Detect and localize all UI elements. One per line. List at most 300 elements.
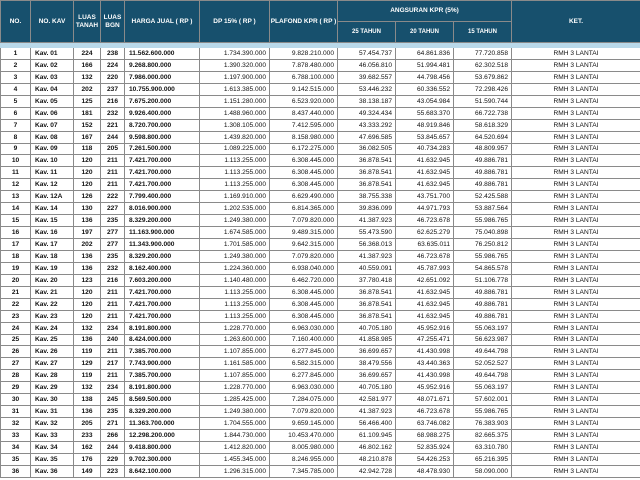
- cell-lb: 221: [101, 119, 125, 131]
- table-row: [1, 274, 640, 286]
- cell-a15: 52.052.527: [454, 358, 512, 370]
- cell-a15: 49.644.798: [454, 370, 512, 382]
- cell-plafond: 7.079.820.000: [270, 250, 338, 262]
- cell-a15: 58.090.000: [454, 465, 512, 477]
- cell-no: 10: [1, 155, 31, 167]
- cell-a15: 62.302.518: [454, 59, 512, 71]
- cell-dp: 1.613.385.000: [200, 83, 270, 95]
- cell-harga: 7.799.400.000: [125, 191, 200, 203]
- header-angsuran: ANGSURAN KPR (5%): [338, 1, 512, 22]
- cell-dp: 1.249.380.000: [200, 215, 270, 227]
- cell-a25: 36.878.541: [338, 167, 396, 179]
- cell-kav: Kav. 01: [31, 48, 74, 60]
- table-row: [1, 465, 640, 477]
- cell-a20: 45.787.993: [396, 262, 454, 274]
- header-no: NO.: [1, 1, 31, 43]
- cell-ket: RMH 3 LANTAI: [512, 322, 640, 334]
- cell-kav: Kav. 14: [31, 203, 74, 215]
- cell-no: 34: [1, 441, 31, 453]
- cell-kav: Kav. 24: [31, 322, 74, 334]
- cell-plafond: 6.788.100.000: [270, 71, 338, 83]
- cell-dp: 1.734.390.000: [200, 48, 270, 60]
- cell-lt: 136: [74, 406, 101, 418]
- cell-lb: 222: [101, 191, 125, 203]
- cell-lb: 211: [101, 179, 125, 191]
- cell-plafond: 6.172.275.000: [270, 143, 338, 155]
- cell-lt: 197: [74, 227, 101, 239]
- cell-plafond: 6.308.445.000: [270, 310, 338, 322]
- cell-plafond: 6.308.445.000: [270, 167, 338, 179]
- cell-lb: 234: [101, 382, 125, 394]
- cell-a20: 41.632.945: [396, 155, 454, 167]
- table-row: [1, 418, 640, 430]
- cell-no: 32: [1, 418, 31, 430]
- cell-lt: 166: [74, 59, 101, 71]
- cell-no: 20: [1, 274, 31, 286]
- cell-lt: 126: [74, 191, 101, 203]
- cell-lb: 211: [101, 167, 125, 179]
- cell-kav: Kav. 19: [31, 262, 74, 274]
- cell-a25: 38.755.338: [338, 191, 396, 203]
- cell-kav: Kav. 21: [31, 286, 74, 298]
- cell-harga: 8.642.100.000: [125, 465, 200, 477]
- cell-a20: 53.845.657: [396, 131, 454, 143]
- cell-lt: 152: [74, 119, 101, 131]
- cell-lb: 234: [101, 322, 125, 334]
- table-row: [1, 203, 640, 215]
- cell-a25: 37.780.418: [338, 274, 396, 286]
- cell-a25: 36.878.541: [338, 310, 396, 322]
- cell-harga: 8.569.500.000: [125, 394, 200, 406]
- cell-harga: 11.163.900.000: [125, 227, 200, 239]
- cell-lt: 132: [74, 322, 101, 334]
- cell-lb: 211: [101, 310, 125, 322]
- cell-a25: 36.878.541: [338, 179, 396, 191]
- cell-harga: 7.603.200.000: [125, 274, 200, 286]
- cell-a15: 65.216.395: [454, 453, 512, 465]
- cell-a15: 53.679.862: [454, 71, 512, 83]
- cell-ket: RMH 3 LANTAI: [512, 370, 640, 382]
- cell-lb: 205: [101, 143, 125, 155]
- cell-dp: 1.844.730.000: [200, 430, 270, 442]
- cell-ket: RMH 3 LANTAI: [512, 83, 640, 95]
- cell-kav: Kav. 29: [31, 382, 74, 394]
- cell-harga: 11.562.600.000: [125, 48, 200, 60]
- cell-plafond: 7.284.075.000: [270, 394, 338, 406]
- cell-harga: 7.421.700.000: [125, 167, 200, 179]
- cell-harga: 7.421.700.000: [125, 179, 200, 191]
- cell-plafond: 6.308.445.000: [270, 155, 338, 167]
- cell-lt: 120: [74, 310, 101, 322]
- cell-dp: 1.296.315.000: [200, 465, 270, 477]
- cell-ket: RMH 3 LANTAI: [512, 167, 640, 179]
- cell-lb: 235: [101, 250, 125, 262]
- cell-dp: 1.140.480.000: [200, 274, 270, 286]
- table-row: [1, 262, 640, 274]
- cell-ket: RMH 3 LANTAI: [512, 119, 640, 131]
- cell-a20: 41.632.945: [396, 179, 454, 191]
- cell-no: 4: [1, 83, 31, 95]
- cell-a15: 76.250.812: [454, 239, 512, 251]
- cell-lt: 149: [74, 465, 101, 477]
- cell-harga: 8.424.000.000: [125, 334, 200, 346]
- cell-kav: Kav. 03: [31, 71, 74, 83]
- cell-lb: 237: [101, 83, 125, 95]
- cell-dp: 1.249.380.000: [200, 406, 270, 418]
- cell-plafond: 6.277.845.000: [270, 370, 338, 382]
- cell-lb: 277: [101, 239, 125, 251]
- cell-kav: Kav. 04: [31, 83, 74, 95]
- cell-dp: 1.113.255.000: [200, 286, 270, 298]
- cell-ket: RMH 3 LANTAI: [512, 179, 640, 191]
- cell-a20: 45.952.916: [396, 382, 454, 394]
- cell-no: 13: [1, 191, 31, 203]
- table-row: [1, 239, 640, 251]
- cell-a25: 40.705.180: [338, 382, 396, 394]
- cell-lt: 129: [74, 358, 101, 370]
- cell-harga: 9.598.800.000: [125, 131, 200, 143]
- cell-lb: 229: [101, 453, 125, 465]
- cell-a15: 55.063.197: [454, 322, 512, 334]
- cell-lb: 223: [101, 465, 125, 477]
- cell-lb: 240: [101, 334, 125, 346]
- cell-a25: 36.699.657: [338, 346, 396, 358]
- cell-harga: 7.421.700.000: [125, 310, 200, 322]
- cell-plafond: 9.828.210.000: [270, 48, 338, 60]
- cell-dp: 1.228.770.000: [200, 322, 270, 334]
- table-row: [1, 358, 640, 370]
- table-row: [1, 191, 640, 203]
- cell-lb: 216: [101, 95, 125, 107]
- cell-a15: 49.886.781: [454, 155, 512, 167]
- cell-dp: 1.701.585.000: [200, 239, 270, 251]
- cell-lb: 266: [101, 430, 125, 442]
- cell-dp: 1.169.910.000: [200, 191, 270, 203]
- cell-plafond: 7.345.785.000: [270, 465, 338, 477]
- cell-plafond: 9.659.145.000: [270, 418, 338, 430]
- cell-lt: 123: [74, 274, 101, 286]
- cell-kav: Kav. 07: [31, 119, 74, 131]
- cell-a15: 51.106.778: [454, 274, 512, 286]
- cell-lt: 136: [74, 250, 101, 262]
- table-row: [1, 453, 640, 465]
- table-row: [1, 107, 640, 119]
- cell-a15: 63.310.780: [454, 441, 512, 453]
- table-row: [1, 322, 640, 334]
- cell-a25: 43.333.292: [338, 119, 396, 131]
- cell-harga: 9.418.800.000: [125, 441, 200, 453]
- cell-lt: 119: [74, 346, 101, 358]
- table-row: [1, 119, 640, 131]
- cell-harga: 7.421.700.000: [125, 155, 200, 167]
- cell-harga: 7.421.700.000: [125, 298, 200, 310]
- cell-harga: 8.720.700.000: [125, 119, 200, 131]
- cell-kav: Kav. 17: [31, 239, 74, 251]
- cell-a25: 36.878.541: [338, 298, 396, 310]
- cell-dp: 1.107.855.000: [200, 346, 270, 358]
- cell-a25: 48.210.878: [338, 453, 396, 465]
- header-kav: NO. KAV: [31, 1, 74, 43]
- cell-kav: Kav. 02: [31, 59, 74, 71]
- cell-kav: Kav. 23: [31, 310, 74, 322]
- table-row: [1, 250, 640, 262]
- cell-a25: 56.466.400: [338, 418, 396, 430]
- table-row: [1, 167, 640, 179]
- cell-a25: 41.858.985: [338, 334, 396, 346]
- cell-a20: 41.430.998: [396, 370, 454, 382]
- cell-harga: 8.329.200.000: [125, 250, 200, 262]
- cell-dp: 1.704.555.000: [200, 418, 270, 430]
- table-row: [1, 227, 640, 239]
- cell-lt: 176: [74, 453, 101, 465]
- cell-ket: RMH 3 LANTAI: [512, 310, 640, 322]
- cell-ket: RMH 3 LANTAI: [512, 441, 640, 453]
- cell-lb: 245: [101, 394, 125, 406]
- cell-no: 26: [1, 346, 31, 358]
- cell-ket: RMH 3 LANTAI: [512, 95, 640, 107]
- cell-plafond: 6.308.445.000: [270, 298, 338, 310]
- cell-no: 17: [1, 239, 31, 251]
- cell-a20: 47.255.471: [396, 334, 454, 346]
- cell-dp: 1.228.770.000: [200, 382, 270, 394]
- cell-kav: Kav. 31: [31, 406, 74, 418]
- cell-harga: 8.162.400.000: [125, 262, 200, 274]
- cell-lb: 211: [101, 370, 125, 382]
- cell-plafond: 8.158.980.000: [270, 131, 338, 143]
- cell-a15: 55.986.765: [454, 406, 512, 418]
- cell-ket: RMH 3 LANTAI: [512, 239, 640, 251]
- cell-a25: 38.479.556: [338, 358, 396, 370]
- cell-dp: 1.674.585.000: [200, 227, 270, 239]
- cell-lb: 217: [101, 358, 125, 370]
- cell-lb: 220: [101, 71, 125, 83]
- cell-a25: 41.387.923: [338, 406, 396, 418]
- cell-kav: Kav. 12A: [31, 191, 74, 203]
- cell-no: 27: [1, 358, 31, 370]
- cell-a15: 51.590.744: [454, 95, 512, 107]
- cell-lt: 136: [74, 215, 101, 227]
- cell-no: 16: [1, 227, 31, 239]
- cell-plafond: 6.308.445.000: [270, 179, 338, 191]
- table-row: [1, 155, 640, 167]
- cell-ket: RMH 3 LANTAI: [512, 143, 640, 155]
- cell-dp: 1.113.255.000: [200, 298, 270, 310]
- cell-lt: 120: [74, 155, 101, 167]
- cell-a20: 41.430.998: [396, 346, 454, 358]
- cell-no: 14: [1, 203, 31, 215]
- cell-harga: 11.343.900.000: [125, 239, 200, 251]
- cell-plafond: 9.642.315.000: [270, 239, 338, 251]
- cell-plafond: 10.453.470.000: [270, 430, 338, 442]
- cell-plafond: 7.160.400.000: [270, 334, 338, 346]
- cell-kav: Kav. 09: [31, 143, 74, 155]
- cell-kav: Kav. 10: [31, 155, 74, 167]
- cell-harga: 7.986.000.000: [125, 71, 200, 83]
- header-ket: KET.: [512, 1, 640, 43]
- cell-a20: 64.861.836: [396, 48, 454, 60]
- cell-ket: RMH 3 LANTAI: [512, 334, 640, 346]
- table-row: [1, 406, 640, 418]
- cell-plafond: 6.582.315.000: [270, 358, 338, 370]
- cell-a25: 36.699.657: [338, 370, 396, 382]
- cell-a15: 82.665.375: [454, 430, 512, 442]
- cell-kav: Kav. 15: [31, 215, 74, 227]
- cell-harga: 12.298.200.000: [125, 430, 200, 442]
- cell-no: 1: [1, 48, 31, 60]
- cell-a25: 57.454.737: [338, 48, 396, 60]
- cell-plafond: 7.079.820.000: [270, 215, 338, 227]
- cell-ket: RMH 3 LANTAI: [512, 394, 640, 406]
- cell-lt: 120: [74, 298, 101, 310]
- cell-dp: 1.107.855.000: [200, 370, 270, 382]
- cell-lt: 136: [74, 334, 101, 346]
- cell-dp: 1.113.255.000: [200, 155, 270, 167]
- cell-a25: 47.696.585: [338, 131, 396, 143]
- cell-a15: 76.383.903: [454, 418, 512, 430]
- cell-ket: RMH 3 LANTAI: [512, 465, 640, 477]
- cell-no: 22: [1, 298, 31, 310]
- cell-lb: 232: [101, 107, 125, 119]
- cell-kav: Kav. 06: [31, 107, 74, 119]
- cell-lt: 120: [74, 167, 101, 179]
- cell-dp: 1.412.820.000: [200, 441, 270, 453]
- cell-a20: 41.632.945: [396, 310, 454, 322]
- cell-a20: 48.919.846: [396, 119, 454, 131]
- cell-a15: 49.886.781: [454, 310, 512, 322]
- cell-lb: 232: [101, 262, 125, 274]
- cell-harga: 8.016.900.000: [125, 203, 200, 215]
- cell-harga: 11.363.700.000: [125, 418, 200, 430]
- cell-dp: 1.113.255.000: [200, 179, 270, 191]
- cell-a15: 49.886.781: [454, 179, 512, 191]
- cell-a20: 68.988.275: [396, 430, 454, 442]
- cell-no: 9: [1, 143, 31, 155]
- cell-ket: RMH 3 LANTAI: [512, 418, 640, 430]
- cell-plafond: 6.462.720.000: [270, 274, 338, 286]
- cell-harga: 7.743.900.000: [125, 358, 200, 370]
- cell-kav: Kav. 16: [31, 227, 74, 239]
- cell-plafond: 6.963.030.000: [270, 322, 338, 334]
- cell-lb: 244: [101, 131, 125, 143]
- cell-kav: Kav. 36: [31, 465, 74, 477]
- cell-lt: 132: [74, 382, 101, 394]
- cell-kav: Kav. 33: [31, 430, 74, 442]
- cell-dp: 1.089.225.000: [200, 143, 270, 155]
- cell-ket: RMH 3 LANTAI: [512, 215, 640, 227]
- cell-dp: 1.455.345.000: [200, 453, 270, 465]
- cell-no: 6: [1, 107, 31, 119]
- cell-a15: 49.886.781: [454, 298, 512, 310]
- cell-harga: 9.926.400.000: [125, 107, 200, 119]
- cell-ket: RMH 3 LANTAI: [512, 250, 640, 262]
- cell-ket: RMH 3 LANTAI: [512, 131, 640, 143]
- cell-a20: 63.746.082: [396, 418, 454, 430]
- cell-a25: 55.473.590: [338, 227, 396, 239]
- cell-plafond: 6.629.490.000: [270, 191, 338, 203]
- cell-no: 31: [1, 406, 31, 418]
- cell-a20: 43.054.984: [396, 95, 454, 107]
- cell-a15: 53.887.564: [454, 203, 512, 215]
- cell-lt: 205: [74, 418, 101, 430]
- table-row: [1, 334, 640, 346]
- cell-dp: 1.151.280.000: [200, 95, 270, 107]
- cell-a25: 36.878.541: [338, 286, 396, 298]
- cell-a20: 48.071.671: [396, 394, 454, 406]
- cell-a20: 44.971.793: [396, 203, 454, 215]
- table-row: [1, 286, 640, 298]
- cell-lb: 227: [101, 203, 125, 215]
- cell-lt: 181: [74, 107, 101, 119]
- cell-a20: 55.683.370: [396, 107, 454, 119]
- cell-ket: RMH 3 LANTAI: [512, 59, 640, 71]
- cell-lt: 233: [74, 430, 101, 442]
- cell-a15: 49.886.781: [454, 167, 512, 179]
- table-row: [1, 346, 640, 358]
- cell-a20: 43.751.700: [396, 191, 454, 203]
- cell-dp: 1.439.820.000: [200, 131, 270, 143]
- cell-no: 35: [1, 453, 31, 465]
- cell-harga: 10.755.900.000: [125, 83, 200, 95]
- cell-ket: RMH 3 LANTAI: [512, 406, 640, 418]
- cell-lb: 216: [101, 274, 125, 286]
- cell-lt: 138: [74, 394, 101, 406]
- cell-lt: 132: [74, 71, 101, 83]
- cell-dp: 1.249.380.000: [200, 250, 270, 262]
- cell-dp: 1.488.960.000: [200, 107, 270, 119]
- cell-a25: 42.942.728: [338, 465, 396, 477]
- cell-a25: 41.387.923: [338, 215, 396, 227]
- cell-harga: 8.191.800.000: [125, 382, 200, 394]
- cell-a25: 49.324.434: [338, 107, 396, 119]
- cell-plafond: 9.489.315.000: [270, 227, 338, 239]
- cell-plafond: 7.079.820.000: [270, 406, 338, 418]
- cell-harga: 7.421.700.000: [125, 286, 200, 298]
- table-row: [1, 48, 640, 60]
- cell-lb: 238: [101, 48, 125, 60]
- cell-dp: 1.197.900.000: [200, 71, 270, 83]
- cell-lt: 119: [74, 370, 101, 382]
- cell-no: 21: [1, 286, 31, 298]
- cell-dp: 1.113.255.000: [200, 167, 270, 179]
- cell-a20: 46.723.678: [396, 215, 454, 227]
- cell-a25: 40.559.091: [338, 262, 396, 274]
- cell-a15: 49.644.798: [454, 346, 512, 358]
- cell-ket: RMH 3 LANTAI: [512, 191, 640, 203]
- cell-no: 11: [1, 167, 31, 179]
- cell-kav: Kav. 25: [31, 334, 74, 346]
- cell-a15: 48.809.957: [454, 143, 512, 155]
- cell-lb: 211: [101, 298, 125, 310]
- cell-a25: 46.802.162: [338, 441, 396, 453]
- cell-no: 8: [1, 131, 31, 143]
- cell-ket: RMH 3 LANTAI: [512, 430, 640, 442]
- cell-ket: RMH 3 LANTAI: [512, 203, 640, 215]
- table-row: [1, 143, 640, 155]
- cell-no: 29: [1, 382, 31, 394]
- cell-lt: 202: [74, 83, 101, 95]
- table-row: [1, 71, 640, 83]
- cell-kav: Kav. 35: [31, 453, 74, 465]
- cell-lt: 118: [74, 143, 101, 155]
- cell-a15: 49.886.781: [454, 286, 512, 298]
- cell-ket: RMH 3 LANTAI: [512, 48, 640, 60]
- cell-a20: 40.734.283: [396, 143, 454, 155]
- cell-kav: Kav. 11: [31, 167, 74, 179]
- cell-dp: 1.161.585.000: [200, 358, 270, 370]
- cell-a20: 43.440.363: [396, 358, 454, 370]
- cell-ket: RMH 3 LANTAI: [512, 286, 640, 298]
- cell-kav: Kav. 34: [31, 441, 74, 453]
